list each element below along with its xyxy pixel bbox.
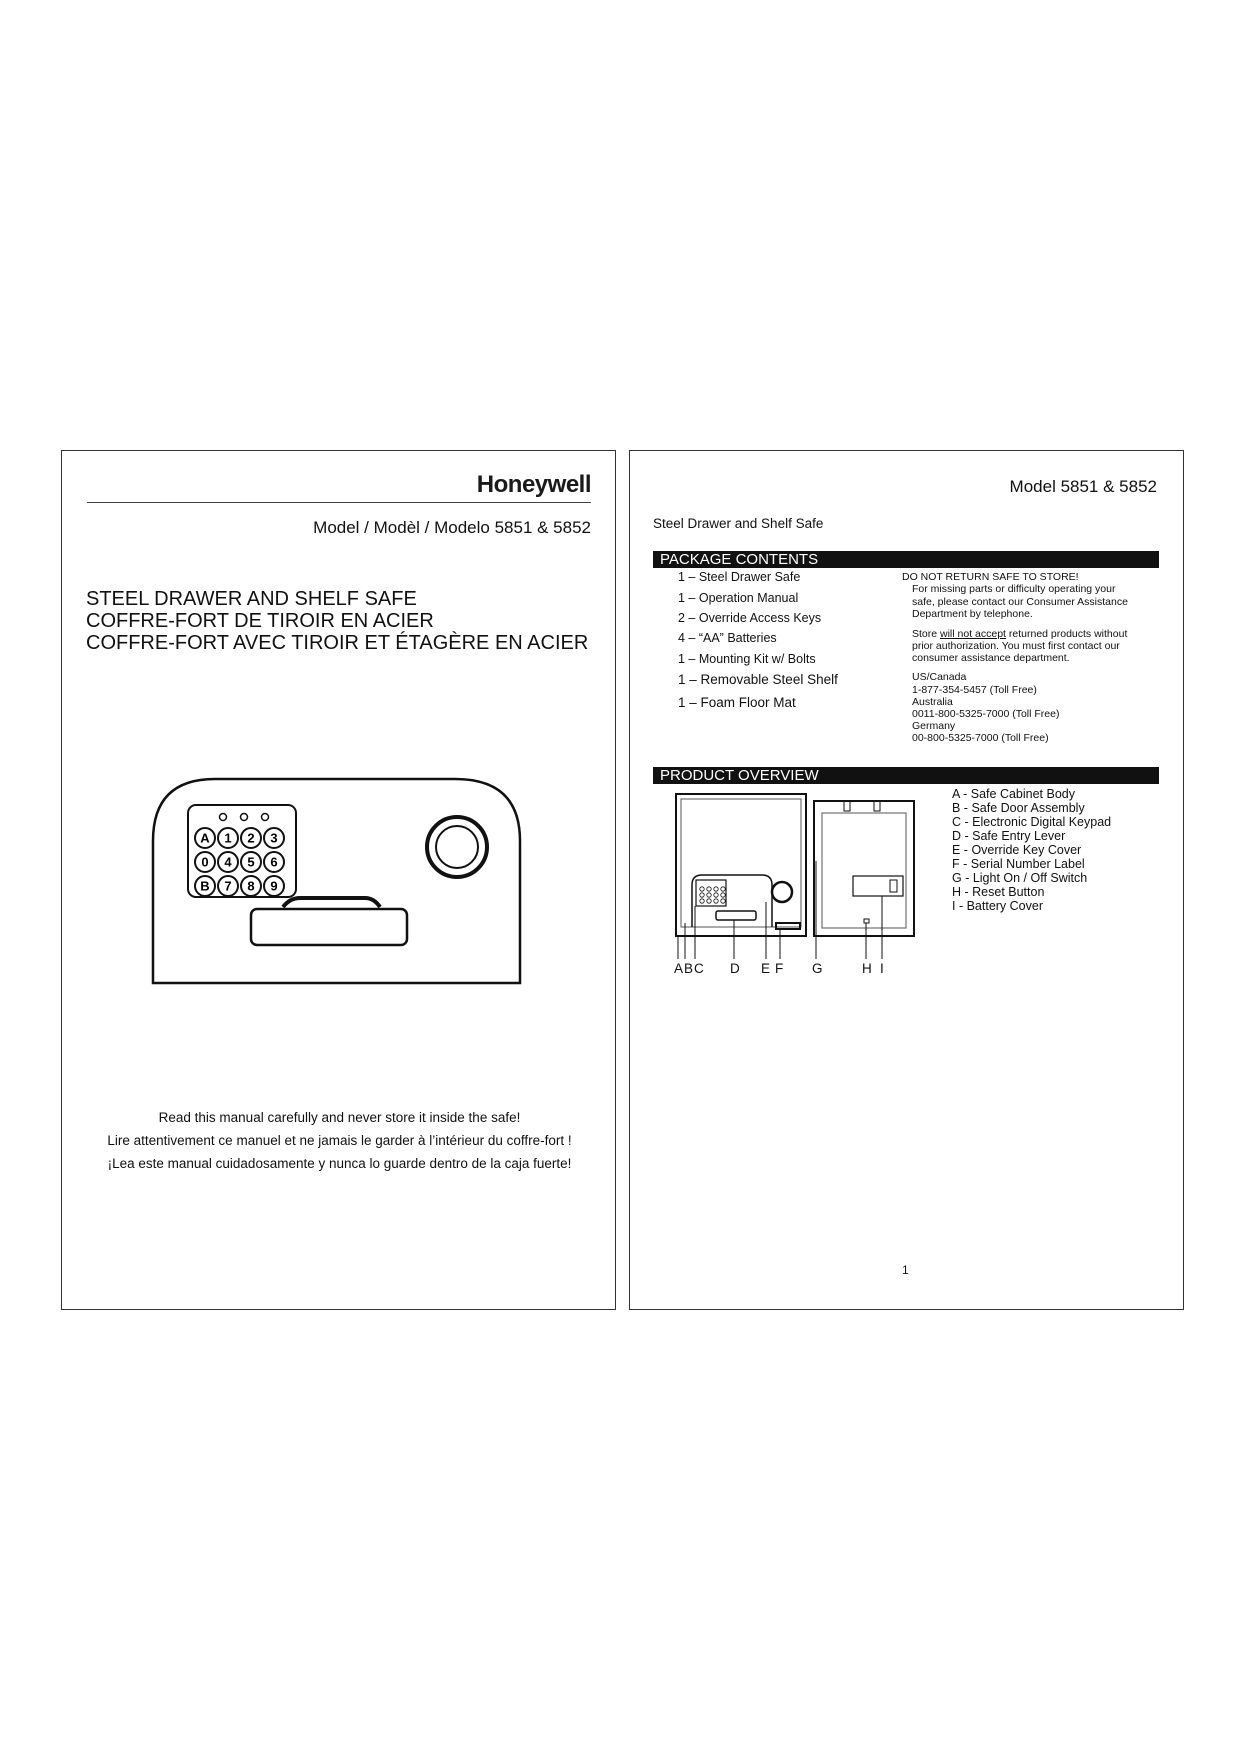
keypad-key: [264, 852, 284, 872]
keypad-key-label: 8: [247, 878, 255, 894]
safe-front-illustration: [150, 771, 530, 986]
keypad-key: [241, 828, 261, 848]
package-item: 1 – Steel Drawer Safe: [678, 570, 801, 584]
notice-underlined-text: will not accept: [940, 628, 1006, 640]
package-item: 1 – Operation Manual: [678, 591, 799, 605]
callout-label: F: [775, 961, 784, 976]
package-item: 1 – Foam Floor Mat: [678, 695, 796, 710]
keypad-key-label: 1: [224, 830, 232, 846]
keypad-key-label: 9: [270, 878, 278, 894]
legend-item: C - Electronic Digital Keypad: [952, 815, 1112, 829]
keypad-key: [241, 852, 261, 872]
keypad-key: [241, 876, 261, 896]
package-contents-heading: PACKAGE CONTENTS: [653, 551, 1159, 568]
keypad-key: [195, 852, 215, 872]
package-item: 2 – Override Access Keys: [678, 611, 822, 625]
cover-title-en: STEEL DRAWER AND SHELF SAFE: [86, 588, 417, 610]
brand-logo: Honeywell: [476, 471, 591, 498]
callout-label: A: [674, 961, 684, 976]
callout-label: B: [684, 961, 694, 976]
notice-line: For missing parts or difficulty operating your: [912, 583, 1116, 595]
keypad-key: [195, 828, 215, 848]
keypad-key-label: 3: [270, 830, 278, 846]
page-subtitle: Steel Drawer and Shelf Safe: [653, 516, 824, 531]
legend-item: A - Safe Cabinet Body: [952, 787, 1075, 801]
page-one: [629, 450, 1184, 1310]
package-item: 1 – Removable Steel Shelf: [678, 672, 838, 687]
callout-label: H: [862, 961, 872, 976]
header-rule: [87, 502, 591, 503]
package-item: 1 – Mounting Kit w/ Bolts: [678, 652, 816, 666]
page-number: 1: [902, 1263, 909, 1277]
notice-text: returned products without: [1005, 628, 1128, 640]
keypad-key: [264, 828, 284, 848]
contact-line: 00-800-5325-7000 (Toll Free): [912, 732, 1049, 744]
package-item: 4 – “AA” Batteries: [678, 631, 777, 645]
legend-item: I - Battery Cover: [952, 899, 1043, 913]
keypad-key: [195, 876, 215, 896]
product-overview-heading: PRODUCT OVERVIEW: [653, 767, 1159, 784]
contact-line: Australia: [912, 696, 953, 708]
contact-line: US/Canada: [912, 671, 967, 683]
keypad-key-label: 7: [224, 878, 232, 894]
keypad-key-label: 2: [247, 830, 255, 846]
cover-model: Model / Modèl / Modelo 5851 & 5852: [313, 518, 591, 537]
notice-line: Department by telephone.: [912, 608, 1033, 620]
keypad-key-label: 4: [224, 854, 232, 870]
contact-line: 1-877-354-5457 (Toll Free): [912, 684, 1037, 696]
notice-line: [912, 628, 1127, 641]
legend-item: D - Safe Entry Lever: [952, 829, 1066, 843]
callout-label: E: [761, 961, 771, 976]
product-overview-diagram: [668, 791, 918, 981]
warning-en: Read this manual carefully and never store it inside the safe!: [158, 1110, 521, 1125]
notice-line: consumer assistance department.: [912, 652, 1070, 664]
callout-label: G: [812, 961, 823, 976]
callout-label: I: [880, 961, 884, 976]
cover-title-fr-2: COFFRE-FORT AVEC TIROIR ET ÉTAGÈRE EN ACIER: [86, 632, 589, 654]
keypad-key-label: B: [200, 878, 210, 894]
keypad-key-label: 0: [201, 854, 209, 870]
keypad-key-label: 6: [270, 854, 278, 870]
keypad-key: [264, 876, 284, 896]
keypad-key: [218, 828, 238, 848]
contact-line: Germany: [912, 720, 956, 732]
cover-page: [61, 450, 616, 1310]
notice-line: prior authorization. You must first contact our: [912, 640, 1120, 652]
keypad-key: [218, 876, 238, 896]
warning-es: ¡Lea este manual cuidadosamente y nunca lo guarde dentro de la caja fuerte!: [107, 1156, 572, 1171]
notice-line: safe, please contact our Consumer Assistance: [912, 596, 1128, 608]
cover-title-fr-1: COFFRE-FORT DE TIROIR EN ACIER: [86, 610, 434, 632]
legend-item: G - Light On / Off Switch: [952, 871, 1088, 885]
legend-item: F - Serial Number Label: [952, 857, 1085, 871]
legend-item: B - Safe Door Assembly: [952, 801, 1085, 815]
keypad-key: [218, 852, 238, 872]
keypad-key-label: 5: [247, 854, 255, 870]
legend-item: H - Reset Button: [952, 885, 1045, 899]
callout-label: D: [730, 961, 740, 976]
page-model: Model 5851 & 5852: [1009, 477, 1157, 496]
callout-label: C: [694, 961, 704, 976]
notice-heading: DO NOT RETURN SAFE TO STORE!: [902, 571, 1079, 583]
warning-fr: Lire attentivement ce manuel et ne jamais le garder à l’intérieur du coffre-fort !: [107, 1133, 572, 1148]
legend-item: E - Override Key Cover: [952, 843, 1082, 857]
contact-line: 0011-800-5325-7000 (Toll Free): [912, 708, 1060, 720]
notice-text: Store: [912, 628, 941, 640]
keypad-key-label: A: [200, 830, 210, 846]
